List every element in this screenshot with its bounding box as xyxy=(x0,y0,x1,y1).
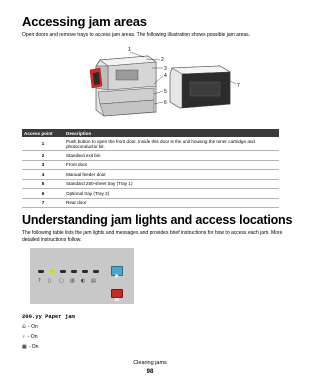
table-row xyxy=(22,179,279,189)
access-point-number: 3 xyxy=(22,160,64,170)
access-point-description: Standard 250-sheet tray (Tray 1) xyxy=(64,179,279,189)
indicator-label: - On xyxy=(28,324,38,330)
access-point-number: 1 xyxy=(22,137,64,151)
led-4-icon xyxy=(71,270,77,273)
access-point-description: Push button to open the front door. Inside this door is the unit housing the toner cartridge and photoconductor kit. xyxy=(64,137,279,151)
continue-button-icon xyxy=(111,266,123,276)
callout-2: 2 xyxy=(161,57,164,63)
callout-5: 5 xyxy=(164,89,167,95)
access-point-number: 5 xyxy=(22,179,64,189)
svg-text:◐: ◐ xyxy=(81,278,86,283)
callout-4: 4 xyxy=(164,73,167,79)
table-header-access-point: Access point xyxy=(22,129,64,137)
ready-light-icon: ⎌ xyxy=(22,324,27,330)
intro-paragraph: Open doors and remove trays to access jam areas. The following illustration shows possible jam areas. xyxy=(22,32,251,38)
indicator-label: - On xyxy=(27,334,38,340)
access-point-number: 7 xyxy=(22,198,64,208)
indicator-row xyxy=(22,344,38,350)
callout-7: 7 xyxy=(237,83,240,89)
callout-6: 6 xyxy=(164,100,167,106)
led-1-icon xyxy=(38,270,44,273)
table-row xyxy=(22,170,279,180)
page-title: Accessing jam areas xyxy=(22,14,147,29)
table-row xyxy=(22,151,279,161)
access-point-number: 2 xyxy=(22,151,64,161)
svg-text:▤: ▤ xyxy=(91,278,96,283)
table-header-description: Description xyxy=(64,129,279,137)
section-title-jam-lights: Understanding jam lights and access locations xyxy=(22,213,293,227)
access-point-description: Rear door xyxy=(64,198,279,208)
indicator-row xyxy=(22,324,38,330)
access-point-description: Manual feeder door xyxy=(64,170,279,180)
front-printer-graphic xyxy=(90,56,156,116)
led-6-icon xyxy=(93,270,99,273)
control-panel-illustration xyxy=(30,248,134,304)
table-row xyxy=(22,198,279,208)
svg-text:▥: ▥ xyxy=(70,278,75,283)
access-point-description: Front door xyxy=(64,160,279,170)
rear-printer-graphic xyxy=(170,66,230,108)
paper-jam-light-icon: ♀ xyxy=(22,334,26,340)
indicator-row xyxy=(22,334,37,340)
svg-text:?: ? xyxy=(38,278,41,283)
led-5-icon xyxy=(82,270,88,273)
access-point-number: 6 xyxy=(22,189,64,199)
continue-light-icon: ▦ xyxy=(22,344,27,350)
page-number: 98 xyxy=(146,369,154,375)
callout-1: 1 xyxy=(128,47,131,53)
access-point-description: Optional tray (Tray 2) xyxy=(64,189,279,199)
table-row xyxy=(22,160,279,170)
table-row xyxy=(22,137,279,151)
svg-text:▢: ▢ xyxy=(59,278,64,283)
printer-illustration xyxy=(60,46,250,122)
led-2-icon xyxy=(49,270,55,273)
callout-3: 3 xyxy=(164,66,167,72)
access-points-table xyxy=(22,129,279,208)
stop-button-icon xyxy=(111,289,123,298)
access-point-description: Standard exit bin xyxy=(64,151,279,161)
status-message: 200.yy Paper jam xyxy=(22,313,75,320)
table-row xyxy=(22,189,279,199)
jam-lights-intro: The following table lists the jam lights and messages and provides brief instructions for how to access each jam. More detailed instructions follow. xyxy=(22,230,283,243)
indicator-label: - On xyxy=(28,344,39,350)
svg-text:▯: ▯ xyxy=(48,278,51,283)
panel-symbols-icon xyxy=(38,277,100,283)
led-3-icon xyxy=(60,270,66,273)
access-point-number: 4 xyxy=(22,170,64,180)
footer-section: Clearing jams xyxy=(133,360,167,366)
